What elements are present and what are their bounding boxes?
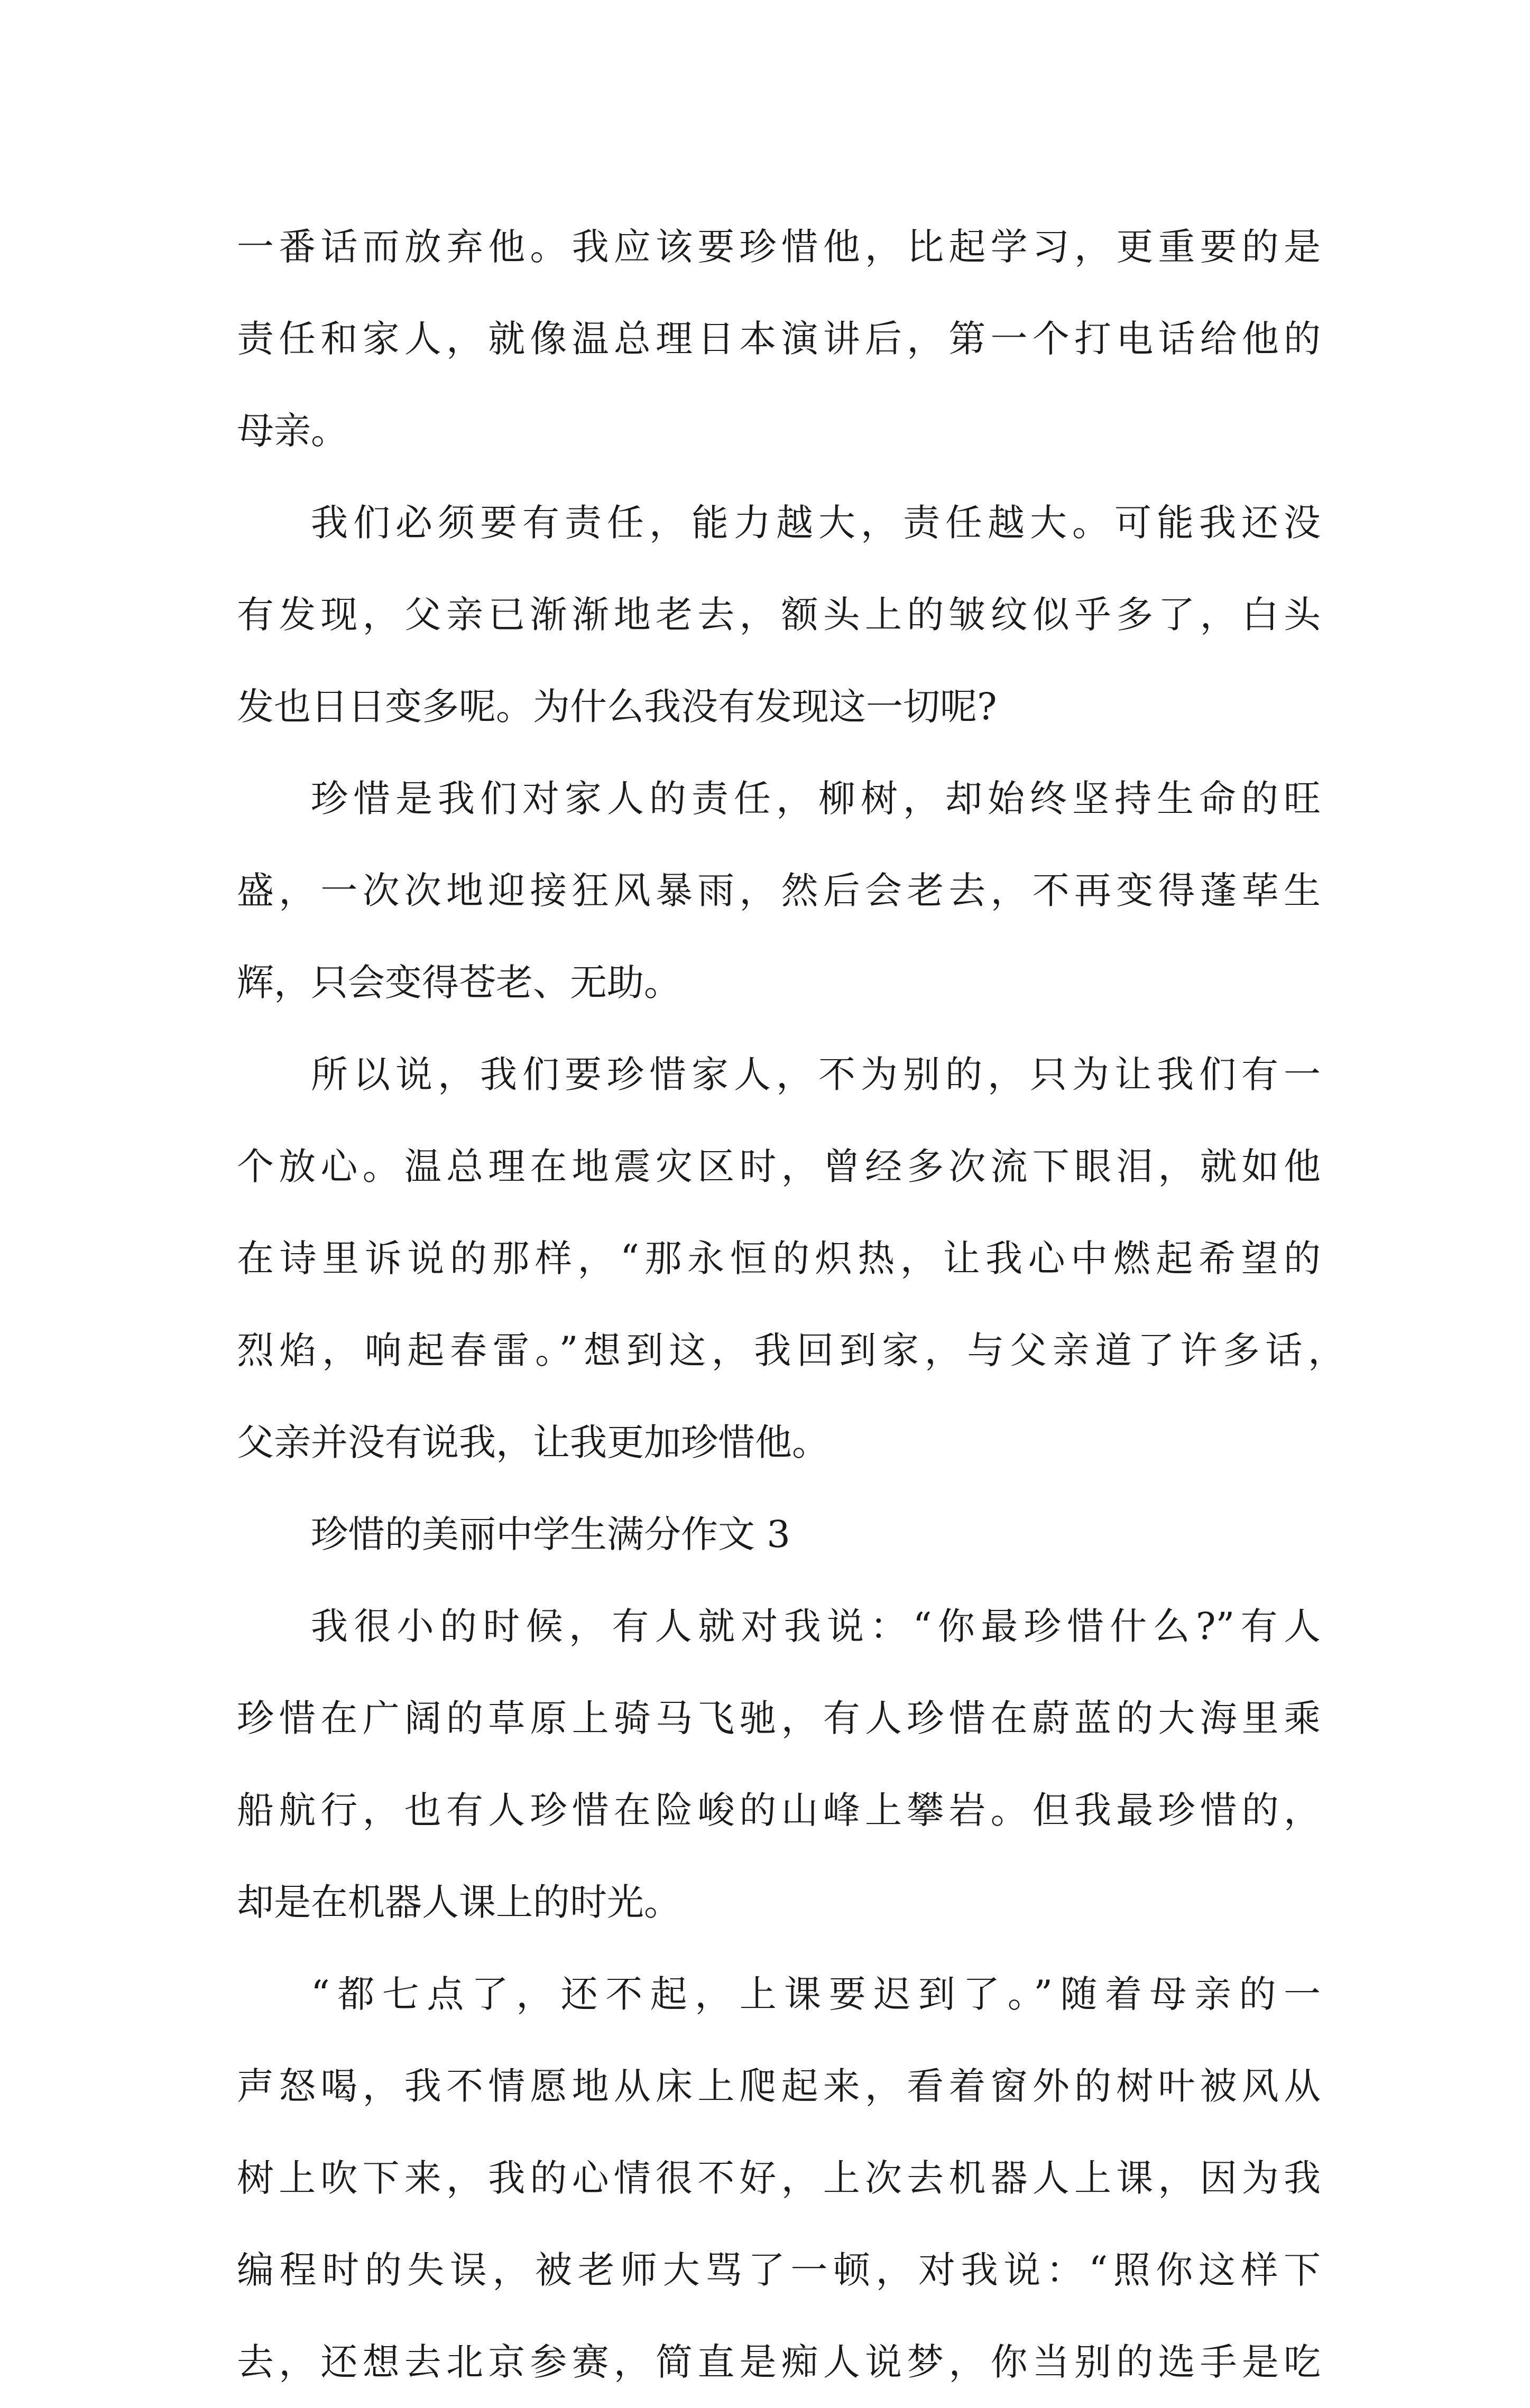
paragraph-first-line: “都七点了，还不起，上课要迟到了。”随着母亲的一 — [311, 1972, 1321, 2016]
text-line: 编程时的失误，被老师大骂了一顿，对我说：“照你这样下 — [237, 2248, 1321, 2292]
paragraph-first-line: 珍惜是我们对家人的责任，柳树，却始终坚持生命的旺 — [311, 777, 1321, 820]
text-line: 却是在机器人课上的时光。 — [237, 1881, 681, 1924]
paragraph-first-line: 所以说，我们要珍惜家人，不为别的，只为让我们有一 — [311, 1053, 1321, 1096]
text-line: 母亲。 — [237, 409, 348, 452]
paragraph-first-line: 我很小的时候，有人就对我说：“你最珍惜什么?”有人 — [311, 1605, 1321, 1648]
text-line: 一番话而放弃他。我应该要珍惜他，比起学习，更重要的是 — [237, 225, 1321, 268]
text-line: 父亲并没有说我，让我更加珍惜他。 — [237, 1421, 829, 1464]
text-line: 责任和家人，就像温总理日本演讲后，第一个打电话给他的 — [237, 317, 1321, 360]
text-line: 去，还想去北京参赛，简直是痴人说梦，你当别的选手是吃 — [237, 2340, 1321, 2384]
paragraph-first-line: 我们必须要有责任，能力越大，责任越大。可能我还没 — [311, 501, 1321, 544]
text-line: 盛，一次次地迎接狂风暴雨，然后会老去，不再变得蓬荜生 — [237, 869, 1321, 912]
text-line: 发也日日变多呢。为什么我没有发现这一切呢? — [237, 685, 997, 728]
text-line: 有发现，父亲已渐渐地老去，额头上的皱纹似乎多了，白头 — [237, 593, 1321, 636]
text-line: 辉，只会变得苍老、无助。 — [237, 961, 681, 1004]
text-line: 个放心。温总理在地震灾区时，曾经多次流下眼泪，就如他 — [237, 1145, 1321, 1188]
text-line: 珍惜在广阔的草原上骑马飞驰，有人珍惜在蔚蓝的大海里乘 — [237, 1697, 1321, 1740]
text-line: 树上吹下来，我的心情很不好，上次去机器人上课，因为我 — [237, 2156, 1321, 2200]
text-line: 声怒喝，我不情愿地从床上爬起来，看着窗外的树叶被风从 — [237, 2064, 1321, 2108]
section-heading: 珍惜的美丽中学生满分作文 3 — [311, 1513, 790, 1556]
text-line: 船航行，也有人珍惜在险峻的山峰上攀岩。但我最珍惜的， — [237, 1789, 1321, 1832]
text-line: 烈焰，响起春雷。”想到这，我回到家，与父亲道了许多话， — [237, 1329, 1345, 1372]
document-body — [237, 201, 1345, 2408]
text-line: 在诗里诉说的那样，“那永恒的炽热，让我心中燃起希望的 — [237, 1237, 1321, 1280]
